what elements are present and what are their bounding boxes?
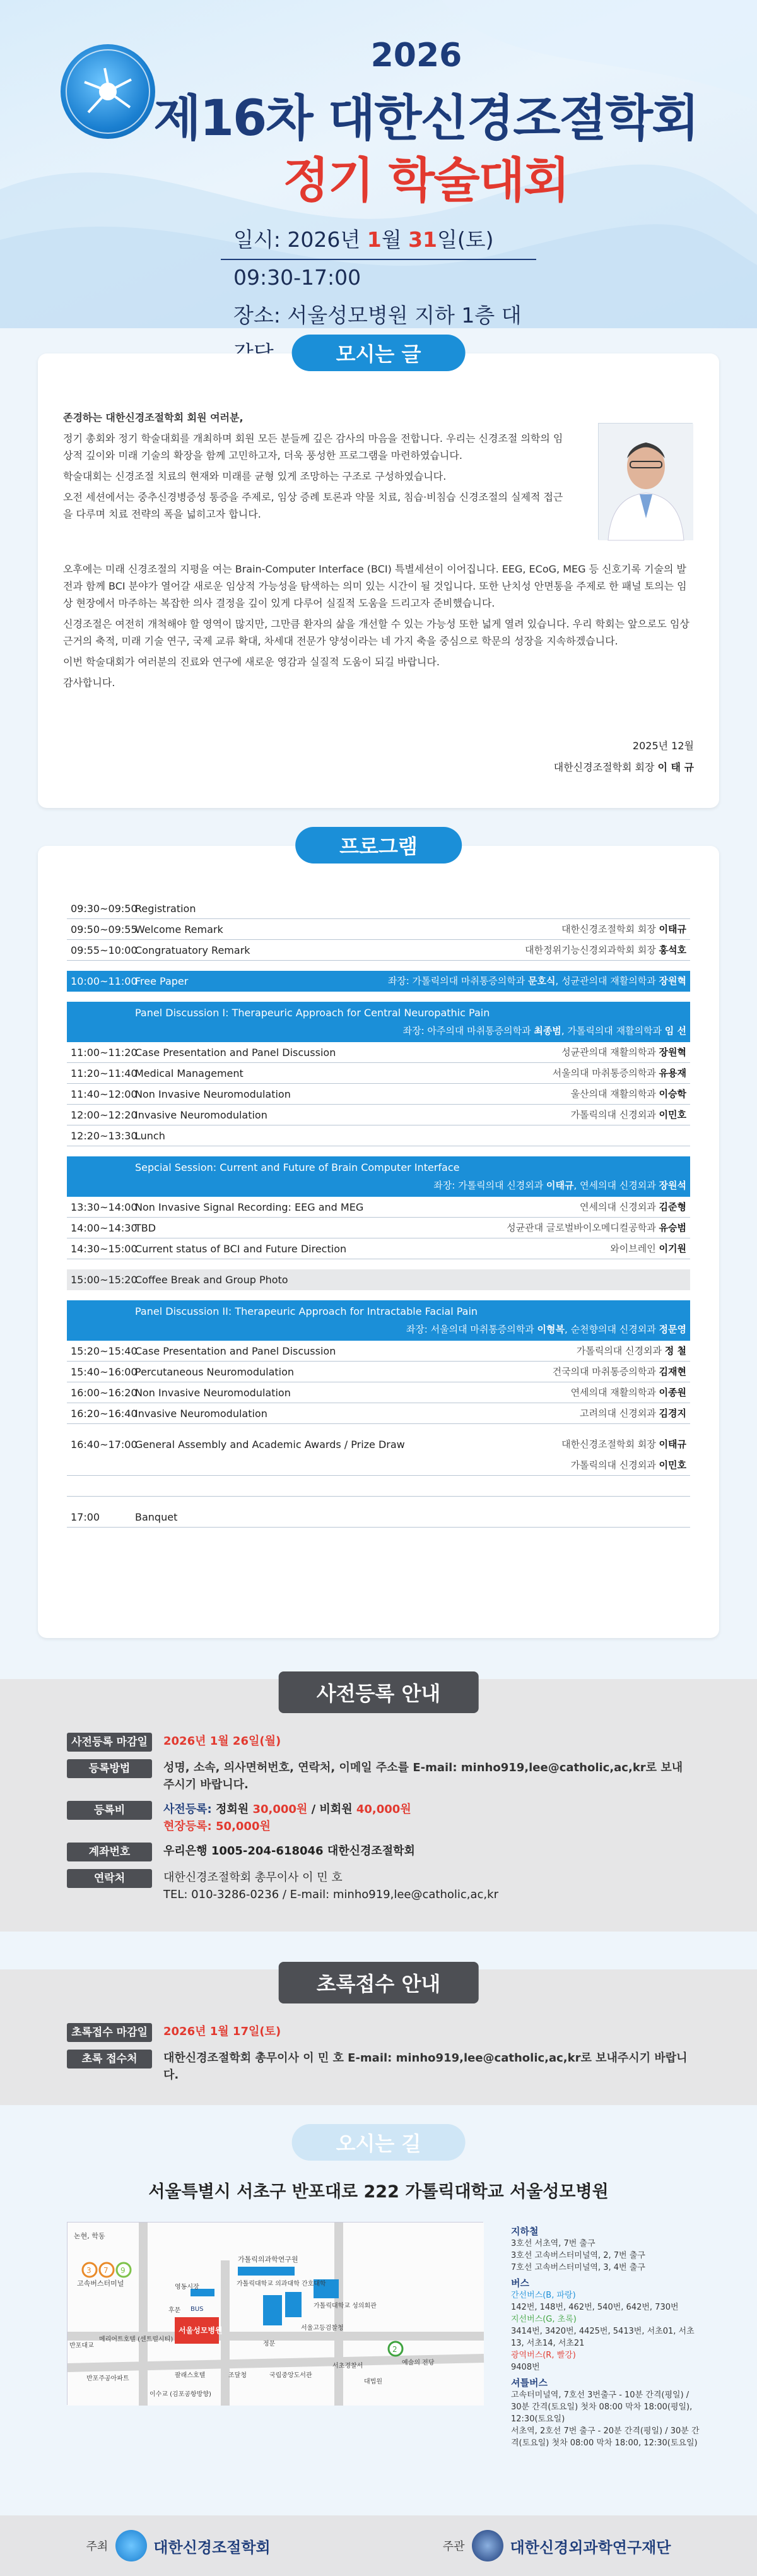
- directions-section-title: 오시는 길: [292, 2124, 466, 2161]
- table-row: 12:20~13:30 Lunch: [67, 1125, 690, 1146]
- table-row: 14:00~14:30 TBD 성균관대 글로벌바이오메디컬공학과 유승범: [67, 1218, 690, 1238]
- session-header: Sepcial Session: Current and Future of Brain Computer Interface 좌장: 가톨릭의대 신경외과 이태규, 연세의대 신경외과 장원석: [67, 1156, 690, 1197]
- map-label: 후문: [168, 2307, 181, 2314]
- map-label: 조달청: [228, 2372, 247, 2379]
- table-row: 09:55~10:00 Congratuatory Remark 대한정위기능신경외과학회 회장 홍석호: [67, 940, 690, 961]
- organizer-org: 주관 대한신경외과학연구재단: [443, 2530, 671, 2561]
- registration-section-title: 사전등록 안내: [279, 1671, 479, 1713]
- map-drawing: [67, 2223, 484, 2406]
- svg-text:2: 2: [392, 2345, 397, 2354]
- registration-info: 사전등록 마감일 2026년 1월 26일(월) 등록방법 성명, 소속, 의사면허번호, 연락처, 이메일 주소를 E-mail: minho919,lee@catholic,ac,kr로 보내주시기 바랍니다. 등록비 사전등록: 정회원 30,000원 / 비회원 40,000원 현장등록: 50,000원 계좌번호 우리은행 1005-204-618046 대한신경조절학회 연락처 대한신경조절학회 총무이사 이 민 호 TEL: 010-3286-0236 / E-mail: minho919,lee@catholic,ac,kr: [67, 1733, 690, 1911]
- table-row: 10:00~11:00 Free Paper 좌장: 가톨릭의대 마취통증의학과 문호식, 성균관의대 재활의학과 장원혁: [67, 971, 690, 992]
- program-table: [67, 898, 690, 1528]
- society-logo-icon: [115, 2530, 147, 2561]
- header-banner: [0, 0, 757, 328]
- bank-account: 우리은행 1005-204-618046 대한신경조절학회: [163, 1844, 415, 1858]
- transport-info: 지하철 3호선 서초역, 7번 출구 3호선 고속버스터미널역, 2, 7번 출구 7호선 고속버스터미널역, 3, 4번 출구 버스 간선버스(B, 파랑) 142번, 148번, 462번, 540번, 642번, 730번 지선버스(G, 초록) 3414번, 3420번, 4425번, 5413번, 서초01, 서초13, 서초14, 서초21 광역버스(R, 빨강) 9408번 셔틀버스 고속터미널역, 7호선 3번출구 - 10분 간격(평일) / 30분 간격(토요일) 첫차 08:00 막차 18:00(평일), 12:30(토요일) 서초역, 2호선 7번 출구 - 20분 간격(평일) / 30분 간격(토요일) 첫차 08:00 막차 18:00, 12:30(토요일): [511, 2226, 700, 2448]
- person-portrait-icon: [599, 424, 693, 540]
- svg-text:9: 9: [120, 2266, 126, 2275]
- directions-address: 서울특별시 서초구 반포대로 222 가톨릭대학교 서울성모병원: [148, 2182, 609, 2202]
- president-photo: [598, 423, 693, 540]
- map-label: BUS: [191, 2306, 204, 2313]
- map-label: 가톨릭대학교 성의회관: [314, 2303, 377, 2310]
- map-label: 예술의 전당: [402, 2359, 435, 2366]
- footer: [0, 2515, 757, 2576]
- host-org: 주최 대한신경조절학회: [86, 2530, 270, 2561]
- map-label: 서초경찰서: [332, 2363, 363, 2370]
- table-row: 16:00~16:20 Non Invasive Neuromodulation 연세의대 재활의학과 이종원: [67, 1382, 690, 1403]
- table-row: 11:40~12:00 Non Invasive Neuromodulation 울산의대 재활의학과 이승학: [67, 1084, 690, 1105]
- table-row: 16:20~16:40 Invasive Neuromodulation 고려의대 신경외과 김경지: [67, 1403, 690, 1424]
- greeting-card: [38, 342, 719, 808]
- event-title: 제16차 대한신경조절학회: [153, 90, 698, 147]
- svg-text:3: 3: [86, 2266, 91, 2275]
- event-subtitle: 정기 학술대회: [283, 152, 569, 208]
- map-label: 가톨릭의과학연구원: [238, 2255, 298, 2264]
- registration-deadline: 2026년 1월 26일(월): [163, 1735, 281, 1748]
- event-date: 일시: 2026년 1월 31일(토) 09:30-17:00: [233, 227, 494, 290]
- map-label: 가톨릭대학교 의과대학 간호대학: [237, 2281, 326, 2288]
- table-row: 15:40~16:00 Percutaneous Neuromodulation 건국의대 마취통증의학과 김재현: [67, 1362, 690, 1382]
- map-label: 논현, 학동: [74, 2232, 105, 2240]
- contact-info: 대한신경조절학회 총무이사 이 민 호 TEL: 010-3286-0236 / E-mail: minho919,lee@catholic,ac,kr: [163, 1871, 498, 1901]
- location-map: [67, 2222, 483, 2405]
- table-row: 15:00~15:20 Coffee Break and Group Photo: [67, 1269, 690, 1290]
- table-row: 11:20~11:40 Medical Management 서울의대 마취통증의학과 유용재: [67, 1063, 690, 1084]
- greeting-section-title: 모시는 글: [292, 335, 466, 371]
- session-header: Panel Discussion II: Therapeuric Approach for Intractable Facial Pain 좌장: 서울의대 마취통증의학과 이형복, 순천향의대 신경외과 정문영: [67, 1300, 690, 1341]
- table-row: 12:00~12:20 Invasive Neuromodulation 가톨릭의대 신경외과 이민호: [67, 1105, 690, 1125]
- event-venue: 장소: 서울성모병원 지하 1층 대: [233, 303, 522, 328]
- program-section-title: 프로그램: [295, 827, 462, 864]
- map-label: 영동시장: [175, 2284, 199, 2291]
- map-label: 서울성모병원: [179, 2326, 223, 2335]
- map-label: 반포대교: [69, 2342, 94, 2349]
- foundation-logo-icon: [472, 2530, 503, 2561]
- map-label: 국립중앙도서관: [269, 2372, 312, 2379]
- abstract-contact: 대한신경조절학회 총무이사 이 민 호 E-mail: minho919,lee@catholic,ac,kr로 보내주시기 바랍니다.: [163, 2051, 688, 2082]
- registration-method: 성명, 소속, 의사면허번호, 연락처, 이메일 주소를 E-mail: minho919,lee@catholic,ac,kr로 보내주시기 바랍니다.: [163, 1761, 683, 1791]
- abstract-section-title: 초록접수 안내: [279, 1962, 479, 2003]
- list-item: 3호선 서초역, 7번 출구: [511, 2239, 596, 2248]
- greeting-signature: 2025년 12월 대한신경조절학회 회장 이 태 규: [553, 740, 694, 773]
- svg-text:7: 7: [103, 2266, 109, 2275]
- table-row: 가톨릭의대 신경외과 이민호: [67, 1455, 690, 1476]
- table-row: 09:50~09:55 Welcome Remark 대한신경조절학회 회장 이태규: [67, 919, 690, 940]
- registration-fee: 사전등록: 정회원 30,000원 / 비회원 40,000원 현장등록: 50,000원: [163, 1803, 411, 1833]
- list-item: 3호선 고속버스터미널역, 2, 7번 출구: [511, 2251, 645, 2260]
- greeting-intro: 존경하는 대한신경조절학회 회원 여러분, 정기 총회와 정기 학술대회를 개최하며 회원 모든 분들께 깊은 감사의 마음을 전합니다. 우리는 신경조절 의학의 임상적 깊이와 미래 기술의 확장을 함께 고민하고자, 더욱 풍성한 프로그램을 마련하였습니다. 학술대회는 신경조절 치료의 현재와 미래를 균형 있게 조망하는 구조로 구성하였습니다. 오전 세션에서는 중추신경병증성 통증을 주제로, 임상 증례 토론과 약물 치료, 침습·비침습 신경조절의 실제적 접근을 다루며 치료 전략의 폭을 넓히고자 합니다.: [63, 412, 563, 520]
- greeting-body: 오후에는 미래 신경조절의 지평을 여는 Brain-Computer Interface (BCI) 특별세션이 이어집니다. EEG, ECoG, MEG 등 신호기록 기술의 발전과 함께 BCI 분야가 열어갈 새로운 임상적 가능성을 탐색하는 의미 있는 시간이 될 것입니다. 또한 난치성 안면통을 주제로 한 패널 토의는 임상 현장에서 마주하는 복잡한 의사 결정을 깊이 있게 다루어 실질적 도움을 드리고자 준비했습니다. 신경조절은 여전히 개척해야 할 영역이 많지만, 그만큼 환자의 삶을 개선할 수 있는 가능성 또한 넓게 열려 있습니다. 우리 학회는 앞으로도 임상 근거의 축적, 미래 기술 연구, 국제 교류 확대, 차세대 전문가 양성이라는 네 가지 축을 중심으로 학문의 성장을 지속하겠습니다. 이번 학술대회가 여러분의 진료와 연구에 새로운 영감과 실질적 도움이 되길 바랍니다. 감사합니다.: [63, 563, 690, 689]
- map-label: 대법원: [364, 2378, 382, 2385]
- table-row: 11:00~11:20 Case Presentation and Panel Discussion 성균관의대 재활의학과 장원혁: [67, 1042, 690, 1063]
- map-label: 서울고등검찰청: [301, 2325, 344, 2332]
- abstract-info: 초록접수 마감일 2026년 1월 17일(토) 초록 접수처 대한신경조절학회 총무이사 이 민 호 E-mail: minho919,lee@catholic,ac,kr로 보내주시기 바랍니다.: [67, 2023, 690, 2091]
- map-label: 팔래스호텔: [175, 2372, 206, 2379]
- table-row: 13:30~14:00 Non Invasive Signal Recording: EEG and MEG 연세의대 신경외과 김준형: [67, 1197, 690, 1218]
- table-row: 14:30~15:00 Current status of BCI and Future Direction 와이브레인 이기원: [67, 1238, 690, 1259]
- map-label: 정문: [263, 2341, 276, 2347]
- table-row: 17:00 Banquet: [67, 1507, 690, 1528]
- list-item: 7호선 고속버스터미널역, 3, 4번 출구: [511, 2263, 645, 2272]
- map-label: 메리어트호텔 (센트럴시티): [99, 2336, 173, 2343]
- session-header: Panel Discussion I: Therapeuric Approach for Central Neuropathic Pain 좌장: 아주의대 마취통증의학과 최종범, 가톨릭의대 재활의학과 임 선: [67, 1002, 690, 1042]
- table-row: 16:40~17:00 General Assembly and Academic Awards / Prize Draw 대한신경조절학회 회장 이태규: [71, 1439, 686, 1451]
- table-row: [67, 1476, 690, 1497]
- map-label: 이수교 (김포공항방향): [150, 2391, 211, 2398]
- table-row: 09:30~09:50 Registration: [67, 898, 690, 919]
- abstract-deadline: 2026년 1월 17일(토): [163, 2025, 281, 2038]
- table-row: 15:20~15:40 Case Presentation and Panel Discussion 가톨릭의대 신경외과 정 철: [67, 1341, 690, 1362]
- event-year: 2026: [370, 37, 462, 74]
- map-label: 반포주공아파트: [86, 2375, 129, 2382]
- map-label: 고속버스터미널: [77, 2279, 124, 2288]
